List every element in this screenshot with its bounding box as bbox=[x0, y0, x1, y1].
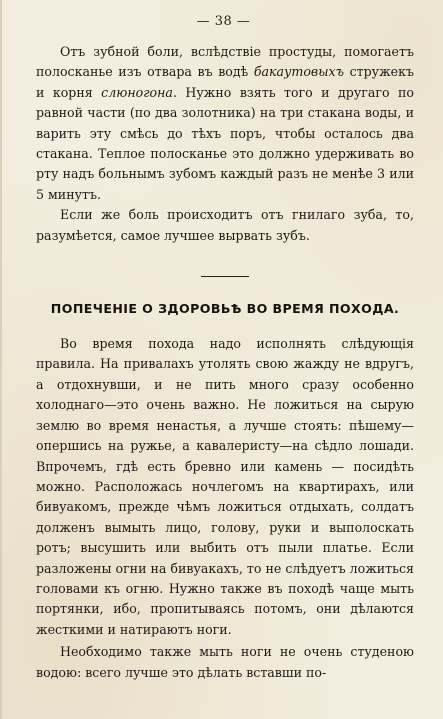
section-body bbox=[36, 334, 414, 683]
paragraph-wash-feet: Необходимо также мыть ноги не очень студеною водою: всего лучше это дѣлать вставши по- bbox=[36, 644, 414, 680]
paragraph-rotten-tooth: Если же боль происходитъ отъ гнилаго зуба, то, разумѣется, самое лучшее вырвать зубъ. bbox=[36, 207, 414, 243]
text-column bbox=[36, 42, 414, 683]
text-run: Отъ зубной боли, вслѣдствіе простуды, помогаетъ полосканье изъ отвара въ водѣ bbox=[36, 44, 414, 80]
section-separator-rule bbox=[201, 276, 249, 277]
paragraph-march-rules: Во время похода надо исполнять слѣдующія правила. На привалахъ утолять свою жажду не вдругъ, а отдохнувши, и не пить много сразу особенно холоднаго—это очень важно. Не ложиться на сырую землю во время ненастья, а лучше стоять: пѣшему—опершись на ружье, а кавалеристу—на сѣдло лошади. Впрочемъ, гдѣ есть бревно или камень — посидѣть можно. Расположась ночлегомъ на квартирахъ, или бивуакомъ, прежде чѣмъ ложиться отдыхать, солдатъ долженъ вымыть лицо, голову, руки и выполоскать ротъ; высушить или выбить отъ пыли платье. Если разложены огни на бивуакахъ, то не слѣдуетъ ложиться головами къ огню. Нужно также въ походѣ чаще мыть портянки, ибо, пропитываясь потомъ, они дѣлаются жесткими и натираютъ ноги. bbox=[36, 336, 414, 637]
section-heading: ПОПЕЧЕНІЕ О ЗДОРОВЬѢ ВО ВРЕМЯ ПОХОДА. bbox=[50, 301, 400, 317]
paragraph-toothache-rinse bbox=[36, 42, 414, 205]
italic-term-bakaut: бакаутовыхъ bbox=[253, 64, 344, 80]
page-number: — 38 — bbox=[196, 14, 251, 29]
italic-term-slyunogon: слюногона bbox=[101, 84, 173, 100]
text-run: . Нужно взять того и другаго по равной части (по два золотника) на три стакана воды, и варить эту смѣсь до тѣхъ поръ, чтобы осталось два стакана. Теплое полосканье это должно удерживать во рту надъ больнымъ зубомъ каждый разъ не менѣе 3 или 5 минутъ. bbox=[36, 84, 414, 202]
text-run: стружекъ и корня bbox=[36, 64, 415, 100]
